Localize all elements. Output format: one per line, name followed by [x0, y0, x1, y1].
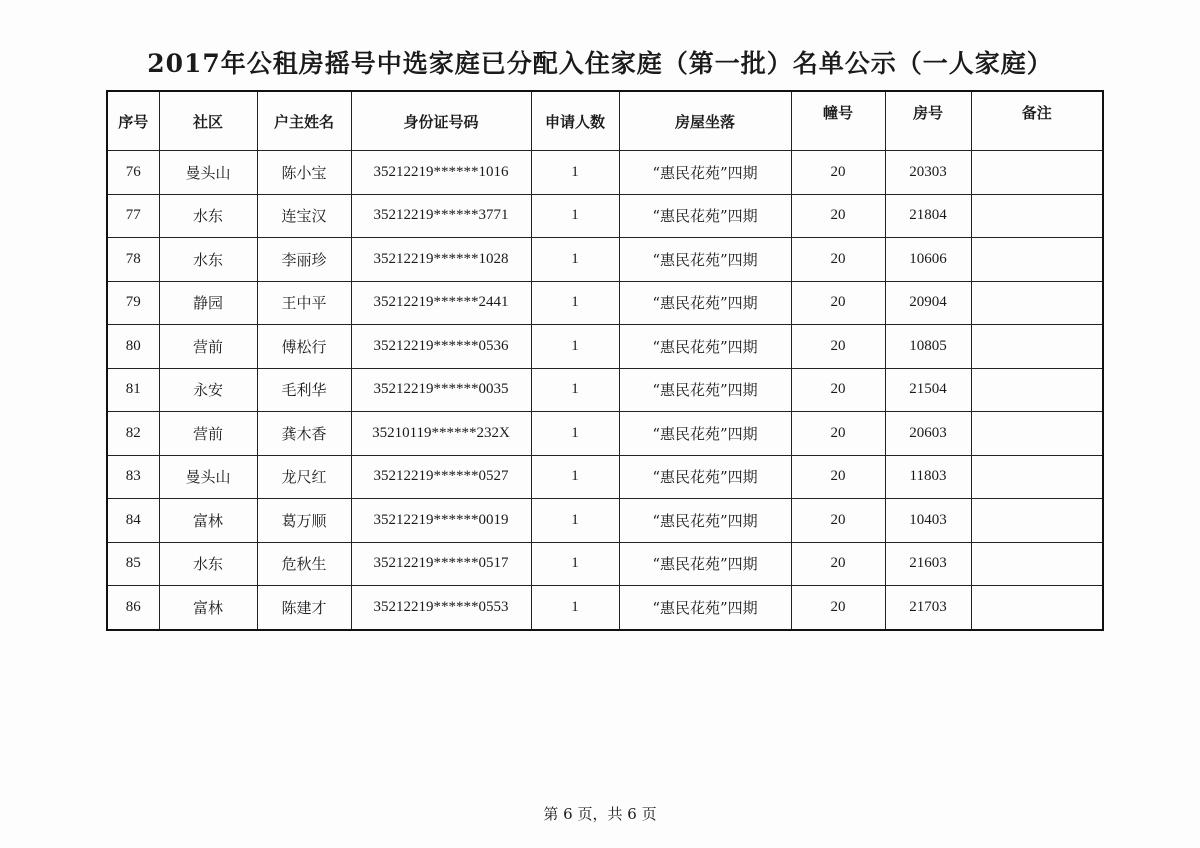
table-row	[107, 368, 1103, 412]
cell-remarks	[971, 455, 1103, 499]
cell-id-number: 35210119******232X	[351, 412, 531, 456]
cell-applicants: 1	[531, 586, 619, 630]
cell-room: 20904	[885, 281, 971, 325]
cell-id-number: 35212219******0035	[351, 368, 531, 412]
cell-building: 20	[791, 238, 885, 282]
cell-remarks	[971, 194, 1103, 238]
cell-id-number: 35212219******1016	[351, 151, 531, 195]
cell-community: 营前	[159, 412, 257, 456]
table-row	[107, 586, 1103, 630]
allocation-table	[106, 90, 1104, 631]
cell-householder: 连宝汉	[257, 194, 351, 238]
cell-applicants: 1	[531, 325, 619, 369]
header-id-number: 身份证号码	[351, 91, 531, 151]
cell-location: “惠民花苑”四期	[619, 412, 791, 456]
cell-location: “惠民花苑”四期	[619, 586, 791, 630]
cell-index: 76	[107, 151, 159, 195]
table-row	[107, 281, 1103, 325]
header-remarks: 备注	[971, 91, 1103, 151]
cell-location: “惠民花苑”四期	[619, 368, 791, 412]
cell-remarks	[971, 412, 1103, 456]
cell-room: 10805	[885, 325, 971, 369]
cell-building: 20	[791, 194, 885, 238]
cell-remarks	[971, 325, 1103, 369]
header-community: 社区	[159, 91, 257, 151]
header-applicants: 申请人数	[531, 91, 619, 151]
cell-building: 20	[791, 325, 885, 369]
cell-index: 77	[107, 194, 159, 238]
cell-community: 永安	[159, 368, 257, 412]
cell-remarks	[971, 238, 1103, 282]
cell-room: 21603	[885, 542, 971, 586]
header-location: 房屋坐落	[619, 91, 791, 151]
table-header-row	[107, 91, 1103, 151]
cell-location: “惠民花苑”四期	[619, 238, 791, 282]
cell-index: 78	[107, 238, 159, 282]
cell-index: 82	[107, 412, 159, 456]
cell-index: 86	[107, 586, 159, 630]
cell-building: 20	[791, 455, 885, 499]
cell-remarks	[971, 368, 1103, 412]
cell-building: 20	[791, 499, 885, 543]
table-row	[107, 151, 1103, 195]
cell-index: 80	[107, 325, 159, 369]
cell-location: “惠民花苑”四期	[619, 151, 791, 195]
table-row	[107, 325, 1103, 369]
cell-community: 富林	[159, 499, 257, 543]
cell-room: 20303	[885, 151, 971, 195]
cell-community: 静园	[159, 281, 257, 325]
header-room: 房号	[885, 91, 971, 151]
cell-community: 水东	[159, 194, 257, 238]
table-body	[107, 151, 1103, 630]
cell-id-number: 35212219******0527	[351, 455, 531, 499]
cell-remarks	[971, 151, 1103, 195]
cell-applicants: 1	[531, 151, 619, 195]
cell-id-number: 35212219******0553	[351, 586, 531, 630]
cell-building: 20	[791, 151, 885, 195]
cell-applicants: 1	[531, 455, 619, 499]
cell-remarks	[971, 281, 1103, 325]
cell-householder: 傅松行	[257, 325, 351, 369]
header-index: 序号	[107, 91, 159, 151]
table-row	[107, 412, 1103, 456]
cell-applicants: 1	[531, 368, 619, 412]
cell-room: 11803	[885, 455, 971, 499]
cell-index: 81	[107, 368, 159, 412]
cell-householder: 龙尺红	[257, 455, 351, 499]
table-row	[107, 542, 1103, 586]
cell-building: 20	[791, 542, 885, 586]
table-row	[107, 455, 1103, 499]
cell-householder: 王中平	[257, 281, 351, 325]
cell-community: 水东	[159, 238, 257, 282]
cell-building: 20	[791, 412, 885, 456]
cell-id-number: 35212219******0517	[351, 542, 531, 586]
cell-id-number: 35212219******1028	[351, 238, 531, 282]
cell-building: 20	[791, 281, 885, 325]
cell-remarks	[971, 542, 1103, 586]
cell-location: “惠民花苑”四期	[619, 542, 791, 586]
cell-index: 79	[107, 281, 159, 325]
cell-location: “惠民花苑”四期	[619, 455, 791, 499]
cell-index: 84	[107, 499, 159, 543]
cell-householder: 陈建才	[257, 586, 351, 630]
cell-applicants: 1	[531, 238, 619, 282]
cell-index: 83	[107, 455, 159, 499]
table-row	[107, 238, 1103, 282]
cell-room: 20603	[885, 412, 971, 456]
cell-building: 20	[791, 368, 885, 412]
cell-applicants: 1	[531, 412, 619, 456]
cell-community: 水东	[159, 542, 257, 586]
cell-id-number: 35212219******3771	[351, 194, 531, 238]
cell-householder: 陈小宝	[257, 151, 351, 195]
cell-community: 富林	[159, 586, 257, 630]
page-number: 第 6 页，共 6 页	[543, 805, 657, 823]
cell-applicants: 1	[531, 281, 619, 325]
cell-community: 曼头山	[159, 151, 257, 195]
table-row	[107, 194, 1103, 238]
cell-remarks	[971, 586, 1103, 630]
cell-householder: 毛利华	[257, 368, 351, 412]
cell-community: 曼头山	[159, 455, 257, 499]
cell-id-number: 35212219******2441	[351, 281, 531, 325]
page-title: 2017年公租房摇号中选家庭已分配入住家庭（第一批）名单公示（一人家庭）	[147, 49, 1053, 78]
cell-location: “惠民花苑”四期	[619, 499, 791, 543]
cell-room: 21504	[885, 368, 971, 412]
cell-id-number: 35212219******0019	[351, 499, 531, 543]
cell-applicants: 1	[531, 194, 619, 238]
cell-room: 10606	[885, 238, 971, 282]
header-building: 幢号	[791, 91, 885, 151]
cell-id-number: 35212219******0536	[351, 325, 531, 369]
cell-room: 21703	[885, 586, 971, 630]
cell-householder: 李丽珍	[257, 238, 351, 282]
table-row	[107, 499, 1103, 543]
cell-building: 20	[791, 586, 885, 630]
cell-community: 营前	[159, 325, 257, 369]
header-householder: 户主姓名	[257, 91, 351, 151]
cell-householder: 龚木香	[257, 412, 351, 456]
cell-location: “惠民花苑”四期	[619, 194, 791, 238]
cell-index: 85	[107, 542, 159, 586]
cell-room: 10403	[885, 499, 971, 543]
cell-applicants: 1	[531, 542, 619, 586]
cell-householder: 葛万顺	[257, 499, 351, 543]
cell-room: 21804	[885, 194, 971, 238]
cell-householder: 危秋生	[257, 542, 351, 586]
cell-location: “惠民花苑”四期	[619, 281, 791, 325]
cell-remarks	[971, 499, 1103, 543]
cell-location: “惠民花苑”四期	[619, 325, 791, 369]
cell-applicants: 1	[531, 499, 619, 543]
